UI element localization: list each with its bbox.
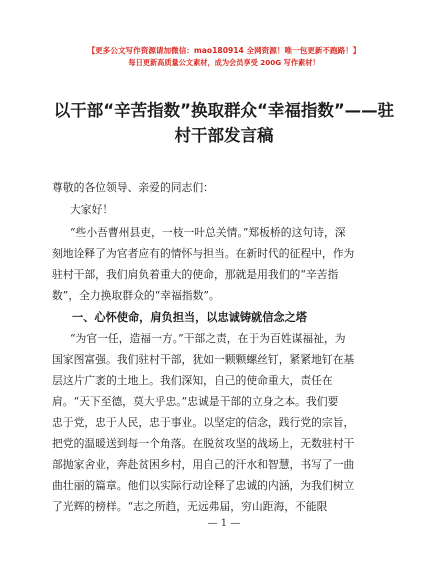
section-heading-1: 一、心怀使命，肩负担当，以忠诚铸就信念之塔 <box>72 311 307 324</box>
paragraph-2-line: 了光辉的榜样。“志之所趋，无远弗届，穷山距海，不能限 <box>52 500 328 513</box>
promo-banner-line1: 【更多公文写作资源请加微信：mao180914 全网资源！唯一包更新不跑路！】 <box>87 46 361 55</box>
paragraph-2-line: 国家图富强。我们驻村干部，犹如一颗颗螺丝钉，紧紧地钉在基 <box>52 353 355 366</box>
paragraph-2-line: 部抛家舍业，奔赴贫困乡村，用自己的汗水和智慧，书写了一曲 <box>52 458 355 471</box>
paragraph-1-line: 驻村干部，我们肩负着重大的使命，那就是用我们的“辛苦指 <box>52 268 339 281</box>
document-title-line2: 村干部发言稿 <box>174 126 274 145</box>
promo-banner-line2: 每日更新高质量公文素材，成为会员享受 200G 写作素材！ <box>128 58 320 67</box>
paragraph-2-line: 忠于党，忠于人民，忠于事业。以坚定的信念，践行党的宗旨， <box>52 416 355 429</box>
paragraph-1-line: 刻地诠释了为官者应有的情怀与担当。在新时代的征程中，作为 <box>52 247 355 260</box>
paragraph-2-line: 层这片广袤的土地上。我们深知，自己的使命重大，责任在 <box>52 374 333 387</box>
paragraph-2-line: 把党的温暖送到每一个角落。在脱贫攻坚的战场上，无数驻村干 <box>52 437 355 450</box>
paragraph-1-line: “些小吾曹州县吏，一枝一叶总关情。”郑板桥的这句诗，深 <box>70 226 346 239</box>
paragraph-2-line: “为官一任，造福一方。”干部之责，在于为百姓谋福祉，为 <box>70 332 346 345</box>
salutation: 尊敬的各位领导、亲爱的同志们： <box>52 181 214 194</box>
greeting: 大家好！ <box>70 203 114 216</box>
page-number: — 1 — <box>207 518 241 529</box>
paragraph-2-line: 肩。“天下至德，莫大乎忠。”忠诚是干部的立身之本。我们要 <box>52 395 339 408</box>
paragraph-2-line: 曲壮丽的篇章。他们以实际行动诠释了忠诚的内涵，为我们树立 <box>52 479 355 492</box>
document-title-line1: 以干部“辛苦指数”换取群众“幸福指数”——驻 <box>53 101 395 120</box>
paragraph-1-line: 数”，全力换取群众的“幸福指数”。 <box>52 289 220 302</box>
